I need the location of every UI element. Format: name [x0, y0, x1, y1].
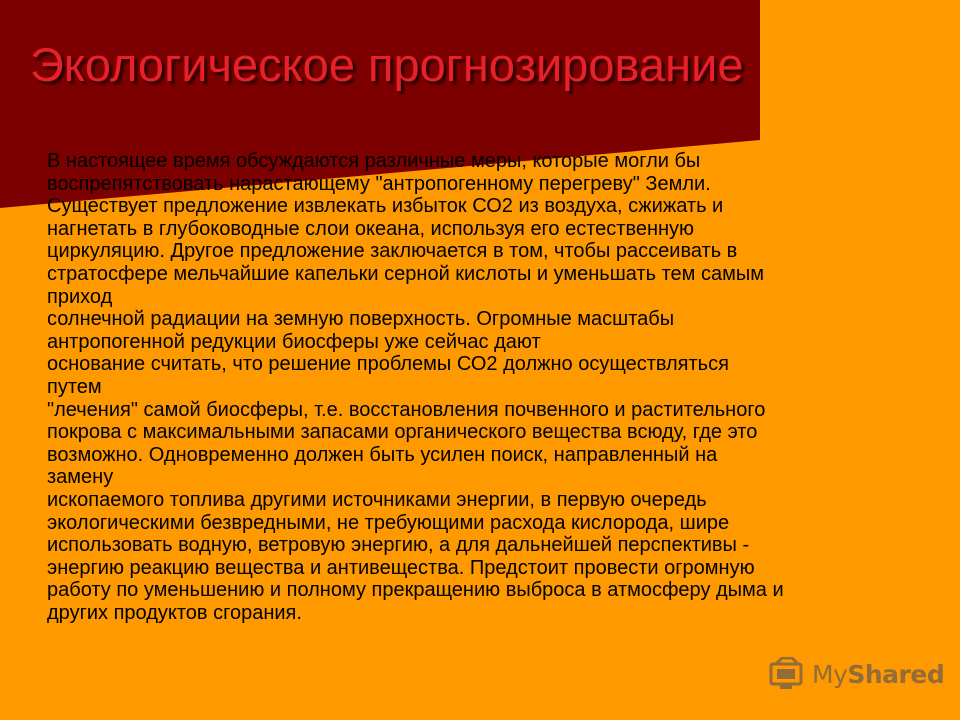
body-line: циркуляцию. Другое предложение заключается в том, чтобы рассеивать в — [47, 240, 738, 263]
body-line: энергию реакцию вещества и антивещества. Предстоит провести огромную — [47, 556, 755, 579]
body-line: антропогенной редукции биосферы уже сейчас дают — [47, 330, 541, 353]
body-line: использовать водную, ветровую энергию, а для дальнейшей перспективы - — [47, 534, 750, 557]
body-line: работу по уменьшению и полному прекращению выброса в атмосферу дыма и — [47, 579, 784, 602]
body-line: замену — [47, 466, 114, 489]
slide-body-text — [47, 150, 927, 624]
body-line: воспрепятствовать нарастающему "антропогенному перегреву" Земли. — [47, 172, 711, 195]
watermark-text-bold: Shared — [847, 659, 945, 689]
body-line: основание считать, что решение проблемы СО2 должно осуществляться — [47, 353, 729, 376]
body-line: "лечения" самой биосферы, т.е. восстановления почвенного и растительного — [47, 398, 766, 421]
body-line: путем — [47, 375, 102, 398]
slide-title: Экологическое прогнозирование — [30, 38, 744, 91]
body-line: покрова с максимальными запасами органического вещества всюду, где это — [47, 421, 758, 444]
body-line: ископаемого топлива другими источниками энергии, в первую очередь — [47, 488, 707, 511]
watermark-text — [812, 660, 944, 689]
watermark-text-regular: My — [812, 659, 848, 689]
body-line: возможно. Одновременно должен быть усилен поиск, направленный на — [47, 443, 718, 466]
body-line: экологическими безвредными, не требующими расхода кислорода, шире — [47, 511, 730, 534]
body-line: В настоящее время обсуждаются различные меры, которые могли бы — [47, 150, 701, 172]
body-line: солнечной радиации на земную поверхность. Огромные масштабы — [47, 308, 675, 331]
body-line: приход — [47, 285, 113, 308]
myshared-logo-icon — [768, 657, 806, 691]
myshared-watermark[interactable] — [768, 654, 944, 694]
body-line: стратосфере мельчайшие капельки серной кислоты и уменьшать тем самым — [47, 262, 764, 285]
body-line: Существует предложение извлекать избыток СО2 из воздуха, сжижать и — [47, 195, 724, 218]
body-line: других продуктов сгорания. — [47, 601, 302, 624]
body-line: нагнетать в глубоководные слои океана, используя его естественную — [47, 217, 695, 240]
